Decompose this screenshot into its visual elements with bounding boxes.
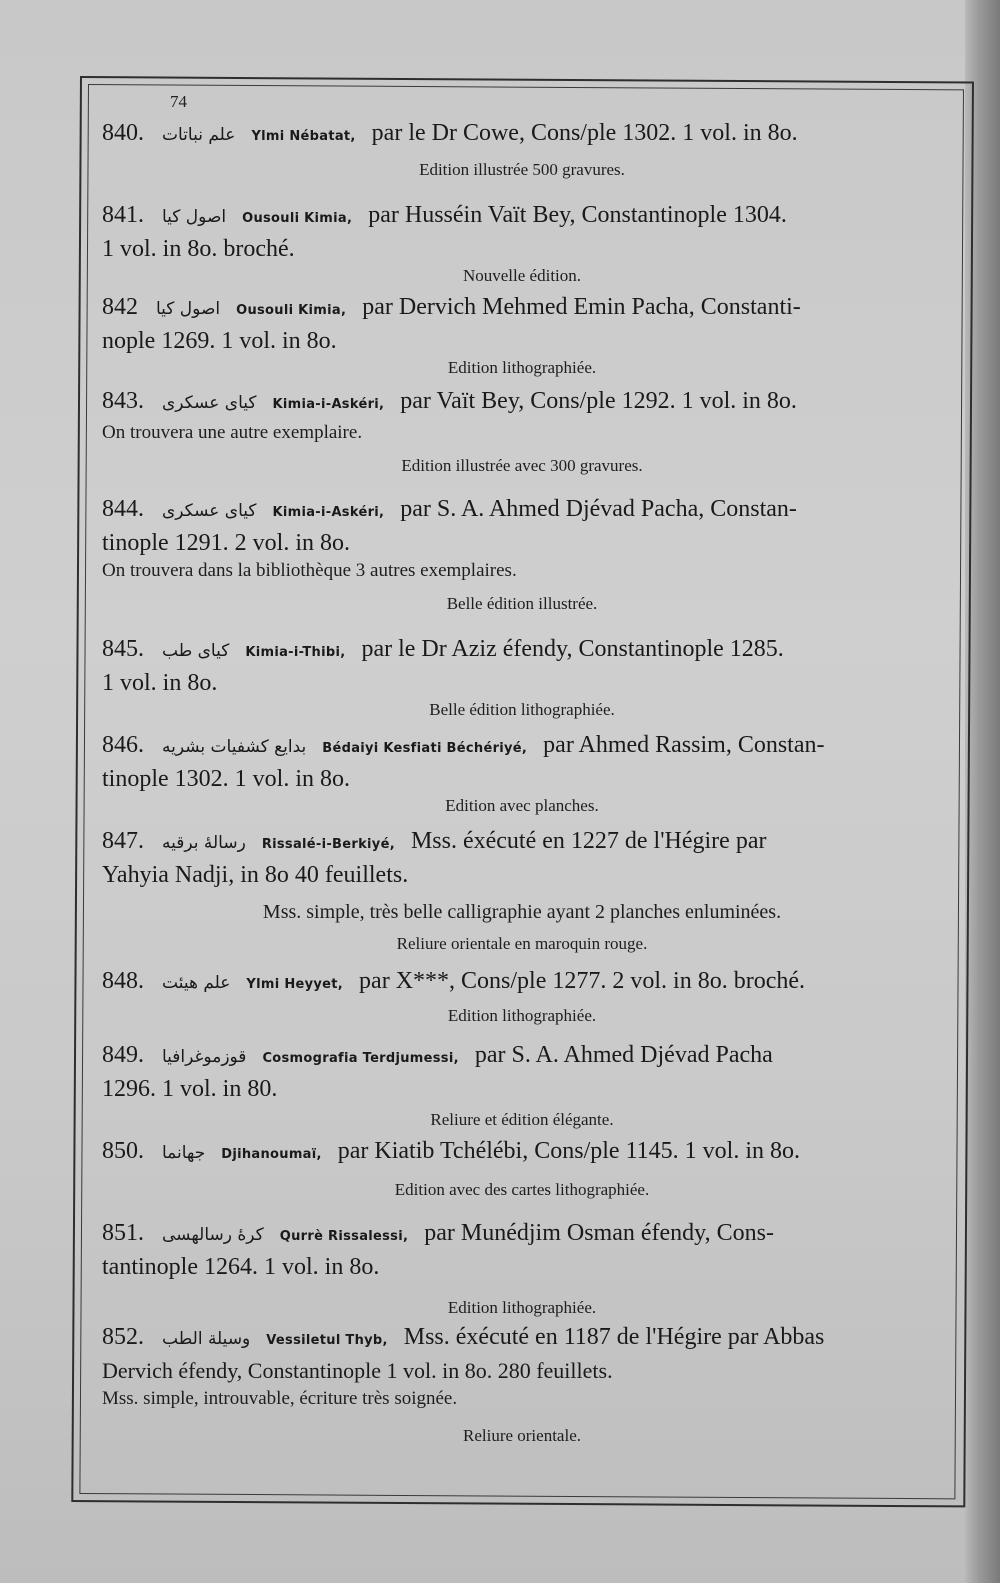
entry-note: Nouvelle édition.: [462, 266, 582, 285]
entry-arabic-title: جهانما: [162, 1143, 206, 1163]
catalogue-entry: [102, 826, 942, 956]
entry-details: par Vaït Bey, Cons/ple 1292. 1 vol. in 8o.: [400, 388, 797, 414]
catalogue-entry: [102, 292, 942, 380]
entry-main-line: [102, 200, 942, 234]
catalogue-entry: [102, 494, 942, 616]
entry-continuation: 1 vol. in 8o.: [102, 670, 218, 696]
entry-title: Cosmografia Terdjumessi,: [262, 1051, 459, 1066]
catalogue-entry: [102, 118, 942, 182]
entry-details: par S. A. Ahmed Djévad Pacha, Constan-: [400, 496, 797, 522]
entry-main-line: [102, 118, 942, 152]
entry-details: par Kiatib Tchélébi, Cons/ple 1145. 1 vol. in 8o.: [337, 1138, 801, 1164]
entry-number: 845.: [102, 636, 144, 662]
entry-arabic-title: قوزموغرافيا: [162, 1047, 247, 1067]
entry-note: Edition avec des cartes lithographiée.: [394, 1180, 650, 1199]
entry-arabic-title: بدايع كشفيات بشريه: [162, 737, 307, 757]
catalogue-entry: [102, 386, 942, 478]
entry-arabic-title: كياى طب: [162, 641, 230, 661]
entry-arabic-title: علم نباتات: [162, 125, 236, 145]
entry-arabic-title: علم هيئت: [162, 973, 231, 993]
entry-details: par Ahmed Rassim, Constan-: [543, 732, 825, 758]
entry-details: par le Dr Aziz éfendy, Constantinople 1285.: [361, 636, 784, 662]
entry-number: 850.: [102, 1138, 144, 1164]
entry-number: 846.: [102, 732, 144, 758]
catalogue-entry: [102, 1040, 942, 1132]
entry-note: Belle édition illustrée.: [446, 594, 598, 613]
entry-number: 842: [102, 294, 138, 320]
entry-details: par X***, Cons/ple 1277. 2 vol. in 8o. broché.: [359, 968, 805, 994]
entry-continuation: tinople 1291. 2 vol. in 8o.: [102, 530, 350, 556]
entry-continuation: nople 1269. 1 vol. in 8o.: [102, 328, 337, 354]
entry-arabic-title: كياى عسكرى: [162, 501, 257, 521]
entry-title: Qurrè Rissalessi,: [279, 1229, 409, 1244]
entry-arabic-title: وسيلة الطب: [162, 1329, 251, 1349]
entry-note: Edition lithographiée.: [447, 1298, 597, 1317]
entry-continuation: tantinople 1264. 1 vol. in 8o.: [102, 1254, 380, 1280]
entry-main-line: [102, 634, 942, 668]
entry-remark: Mss. simple, introuvable, écriture très soignée.: [102, 1388, 458, 1409]
entry-title: Rissalé-i-Berkiyé,: [261, 837, 395, 852]
entry-note: Reliure orientale.: [462, 1426, 581, 1445]
entry-continuation: 1296. 1 vol. in 80.: [102, 1076, 278, 1102]
entry-number: 840.: [102, 120, 144, 146]
entry-main-line: [102, 966, 942, 1000]
entry-main-line: [102, 1136, 942, 1170]
entry-details: Mss. éxécuté en 1227 de l'Hégire par: [410, 828, 767, 854]
catalogue-entry: [102, 966, 942, 1028]
entry-number: 852.: [102, 1324, 144, 1350]
entry-note: Edition lithographiée.: [447, 358, 597, 377]
entry-remark: On trouvera une autre exemplaire.: [102, 422, 363, 443]
entry-main-line: [102, 826, 942, 860]
entry-number: 841.: [102, 202, 144, 228]
entry-title: Ousouli Kimia,: [242, 211, 353, 226]
entry-arabic-title: اصول كيا: [162, 207, 227, 227]
entry-note: Reliure orientale en maroquin rouge.: [396, 934, 648, 953]
entry-main-line: [102, 1040, 942, 1074]
entry-main-line: [102, 386, 942, 420]
entry-note: Edition avec planches.: [445, 796, 599, 815]
entry-number: 849.: [102, 1042, 144, 1068]
entry-note: Edition illustrée 500 gravures.: [419, 160, 625, 179]
entry-continuation: Dervich éfendy, Constantinople 1 vol. in 8o. 280 feuillets.: [102, 1358, 613, 1383]
entry-main-line: [102, 1322, 942, 1356]
entry-number: 847.: [102, 828, 144, 854]
entry-title: Ylmi Heyyet,: [246, 977, 344, 992]
entry-continuation: tinople 1302. 1 vol. in 8o.: [102, 766, 350, 792]
entry-note: Reliure et édition élégante.: [430, 1110, 614, 1129]
entry-number: 844.: [102, 496, 144, 522]
entry-arabic-title: اصول كيا: [156, 299, 221, 319]
entry-title: Bédaiyi Kesfiati Béchériyé,: [322, 741, 528, 756]
entry-main-line: [102, 292, 942, 326]
entry-number: 848.: [102, 968, 144, 994]
entry-main-line: [102, 1218, 942, 1252]
entry-title: Kimia-i-Askéri,: [272, 397, 385, 412]
catalogue-entry: [102, 634, 942, 722]
entry-note: Edition lithographiée.: [447, 1006, 597, 1025]
entry-continuation: 1 vol. in 8o. broché.: [102, 236, 295, 262]
entry-number: 843.: [102, 388, 144, 414]
entry-title: Kimia-i-Thibi,: [245, 645, 346, 660]
entry-details: par Munédjim Osman éfendy, Cons-: [424, 1220, 774, 1246]
entry-details: par Husséin Vaït Bey, Constantinople 1304.: [368, 202, 787, 228]
catalogue-entry: [102, 200, 942, 288]
entry-note: Belle édition lithographiée.: [429, 700, 615, 719]
entry-title: Vessiletul Thyb,: [266, 1333, 388, 1348]
entry-title: Djihanoumaï,: [221, 1147, 322, 1162]
entry-continuation: Yahyia Nadji, in 8o 40 feuillets.: [102, 862, 409, 888]
page-number: 74: [170, 92, 187, 111]
entry-note: Edition illustrée avec 300 gravures.: [401, 456, 643, 475]
entry-arabic-title: كياى عسكرى: [162, 393, 257, 413]
entry-details: par S. A. Ahmed Djévad Pacha: [474, 1042, 773, 1068]
catalogue-entry: [102, 730, 942, 818]
entry-main-line: [102, 494, 942, 528]
entry-title: Ousouli Kimia,: [236, 303, 347, 318]
catalogue-entry: [102, 1218, 942, 1320]
entry-arabic-title: كرۀ رسالهسى: [162, 1225, 264, 1245]
entry-details: par le Dr Cowe, Cons/ple 1302. 1 vol. in 8o.: [371, 120, 798, 146]
entry-number: 851.: [102, 1220, 144, 1246]
catalogue-entry: [102, 1136, 942, 1202]
entry-details: par Dervich Mehmed Emin Pacha, Constanti-: [362, 294, 801, 320]
entry-title: Ylmi Nébatat,: [251, 129, 356, 144]
entry-remark: On trouvera dans la bibliothèque 3 autres exemplaires.: [102, 560, 517, 581]
entry-title: Kimia-i-Askéri,: [272, 505, 385, 520]
catalogue-entry: [102, 1322, 942, 1448]
entry-remark: Mss. simple, très belle calligraphie ayant 2 planches enluminées.: [262, 901, 782, 923]
entry-details: Mss. éxécuté en 1187 de l'Hégire par Abbas: [403, 1324, 825, 1350]
entry-arabic-title: رسالۀ برقيه: [162, 833, 246, 853]
entry-main-line: [102, 730, 942, 764]
